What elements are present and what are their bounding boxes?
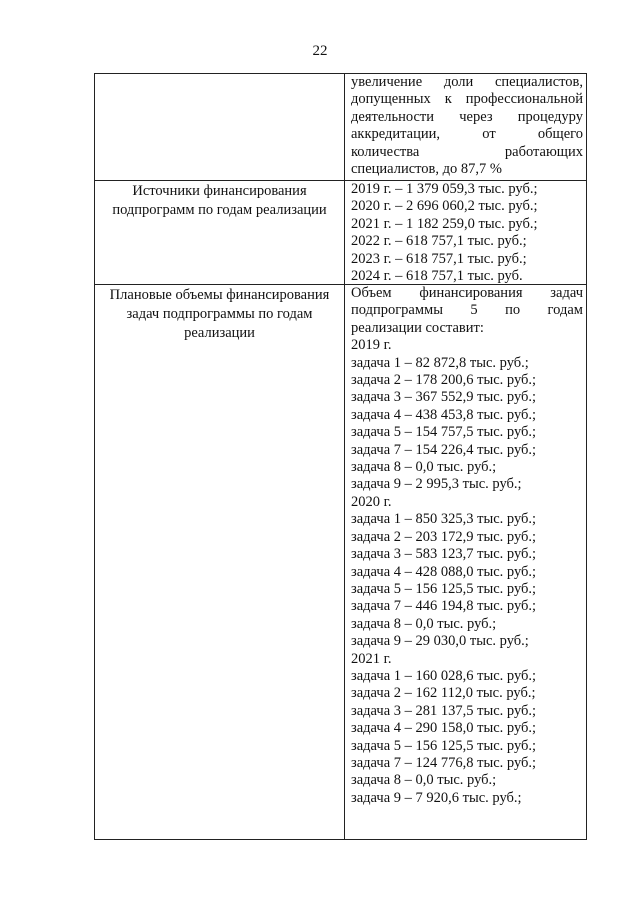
word: годам: [547, 302, 583, 319]
year-heading: 2021 г.: [351, 650, 392, 667]
task-line: задача 5 – 156 125,5 тыс. руб.;: [351, 737, 537, 754]
row2-label-line: подпрограмм по годам реализации: [112, 202, 327, 218]
column-divider: [344, 74, 345, 839]
task-line: задача 7 – 154 226,4 тыс. руб.;: [351, 441, 537, 458]
word: общего: [537, 126, 583, 143]
row1-left-cell: [95, 74, 344, 180]
word: профессиональной: [465, 91, 583, 108]
word: доли: [443, 74, 474, 90]
word: аккредитации,: [351, 126, 441, 143]
row2-label-line: Источники финансирования: [132, 183, 307, 199]
row3-right-cell: [351, 285, 583, 807]
word: количества: [351, 143, 420, 160]
word: финансирования: [419, 285, 523, 301]
task-line: задача 9 – 2 995,3 тыс. руб.;: [351, 476, 522, 493]
funding-year-line: 2020 г. – 2 696 060,2 тыс. руб.;: [351, 198, 538, 215]
word: задач: [550, 285, 583, 301]
row2-right-cell: [351, 181, 583, 285]
task-line: задача 7 – 124 776,8 тыс. руб.;: [351, 754, 537, 771]
funding-year-line: 2019 г. – 1 379 059,3 тыс. руб.;: [351, 181, 538, 197]
financing-table: [94, 73, 587, 840]
word: по: [505, 302, 521, 319]
task-line: задача 3 – 583 123,7 тыс. руб.;: [351, 546, 537, 563]
row3-left-cell: [95, 286, 344, 343]
row1-line: [351, 126, 583, 143]
word: к: [444, 91, 452, 108]
task-line: задача 3 – 281 137,5 тыс. руб.;: [351, 702, 537, 719]
word: специалистов,: [494, 74, 583, 90]
word: 5: [470, 302, 478, 319]
row2-left-cell: [95, 182, 344, 220]
task-line: задача 8 – 0,0 тыс. руб.;: [351, 459, 497, 476]
word: Объем: [351, 285, 392, 301]
word: от: [482, 126, 496, 143]
task-line: задача 9 – 29 030,0 тыс. руб.;: [351, 633, 529, 650]
word: через: [459, 108, 493, 125]
row3-label-line: реализации: [184, 325, 255, 341]
word: процедуру: [517, 108, 583, 125]
task-line: задача 2 – 162 112,0 тыс. руб.;: [351, 685, 536, 702]
funding-year-line: 2021 г. – 1 182 259,0 тыс. руб.;: [351, 215, 538, 232]
year-heading: 2020 г.: [351, 493, 392, 510]
word: увеличение: [351, 74, 423, 90]
funding-year-line: 2023 г. – 618 757,1 тыс. руб.;: [351, 250, 527, 267]
row1-line: [351, 144, 583, 161]
row3-label-line: задач подпрограммы по годам: [126, 306, 313, 322]
page-number: 22: [312, 43, 328, 59]
task-line: задача 4 – 290 158,0 тыс. руб.;: [351, 720, 537, 737]
task-line: задача 1 – 850 325,3 тыс. руб.;: [351, 511, 537, 528]
row3-intro-line: [351, 302, 583, 319]
row1-line: [351, 91, 583, 108]
task-line: задача 2 – 178 200,6 тыс. руб.;: [351, 372, 537, 389]
task-line: задача 1 – 82 872,8 тыс. руб.;: [351, 354, 529, 371]
task-line: задача 5 – 154 757,5 тыс. руб.;: [351, 424, 537, 441]
row1-line: специалистов, до 87,7 %: [351, 161, 502, 178]
task-line: задача 1 – 160 028,6 тыс. руб.;: [351, 667, 537, 684]
task-line: задача 9 – 7 920,6 тыс. руб.;: [351, 789, 522, 806]
task-line: задача 3 – 367 552,9 тыс. руб.;: [351, 389, 537, 406]
row3-intro-line: [351, 285, 583, 302]
row1-line: [351, 109, 583, 126]
funding-year-line: 2022 г. – 618 757,1 тыс. руб.;: [351, 233, 527, 250]
task-line: задача 4 – 438 453,8 тыс. руб.;: [351, 406, 537, 423]
row1-line: [351, 74, 583, 91]
row3-intro-line: реализации составит:: [351, 319, 484, 336]
task-line: задача 8 – 0,0 тыс. руб.;: [351, 615, 497, 632]
row3-label-line: Плановые объемы финансирования: [109, 287, 330, 303]
word: деятельности: [351, 108, 435, 125]
funding-year-line: 2024 г. – 618 757,1 тыс. руб.: [351, 268, 523, 285]
word: подпрограммы: [351, 302, 443, 319]
year-heading: 2019 г.: [351, 337, 392, 354]
task-line: задача 2 – 203 172,9 тыс. руб.;: [351, 528, 537, 545]
word: допущенных: [351, 91, 431, 108]
task-line: задача 4 – 428 088,0 тыс. руб.;: [351, 563, 537, 580]
task-line: задача 7 – 446 194,8 тыс. руб.;: [351, 598, 537, 615]
word: работающих: [504, 143, 583, 160]
task-line: задача 5 – 156 125,5 тыс. руб.;: [351, 580, 537, 597]
row1-right-cell: [351, 74, 583, 178]
task-line: задача 8 – 0,0 тыс. руб.;: [351, 772, 497, 789]
